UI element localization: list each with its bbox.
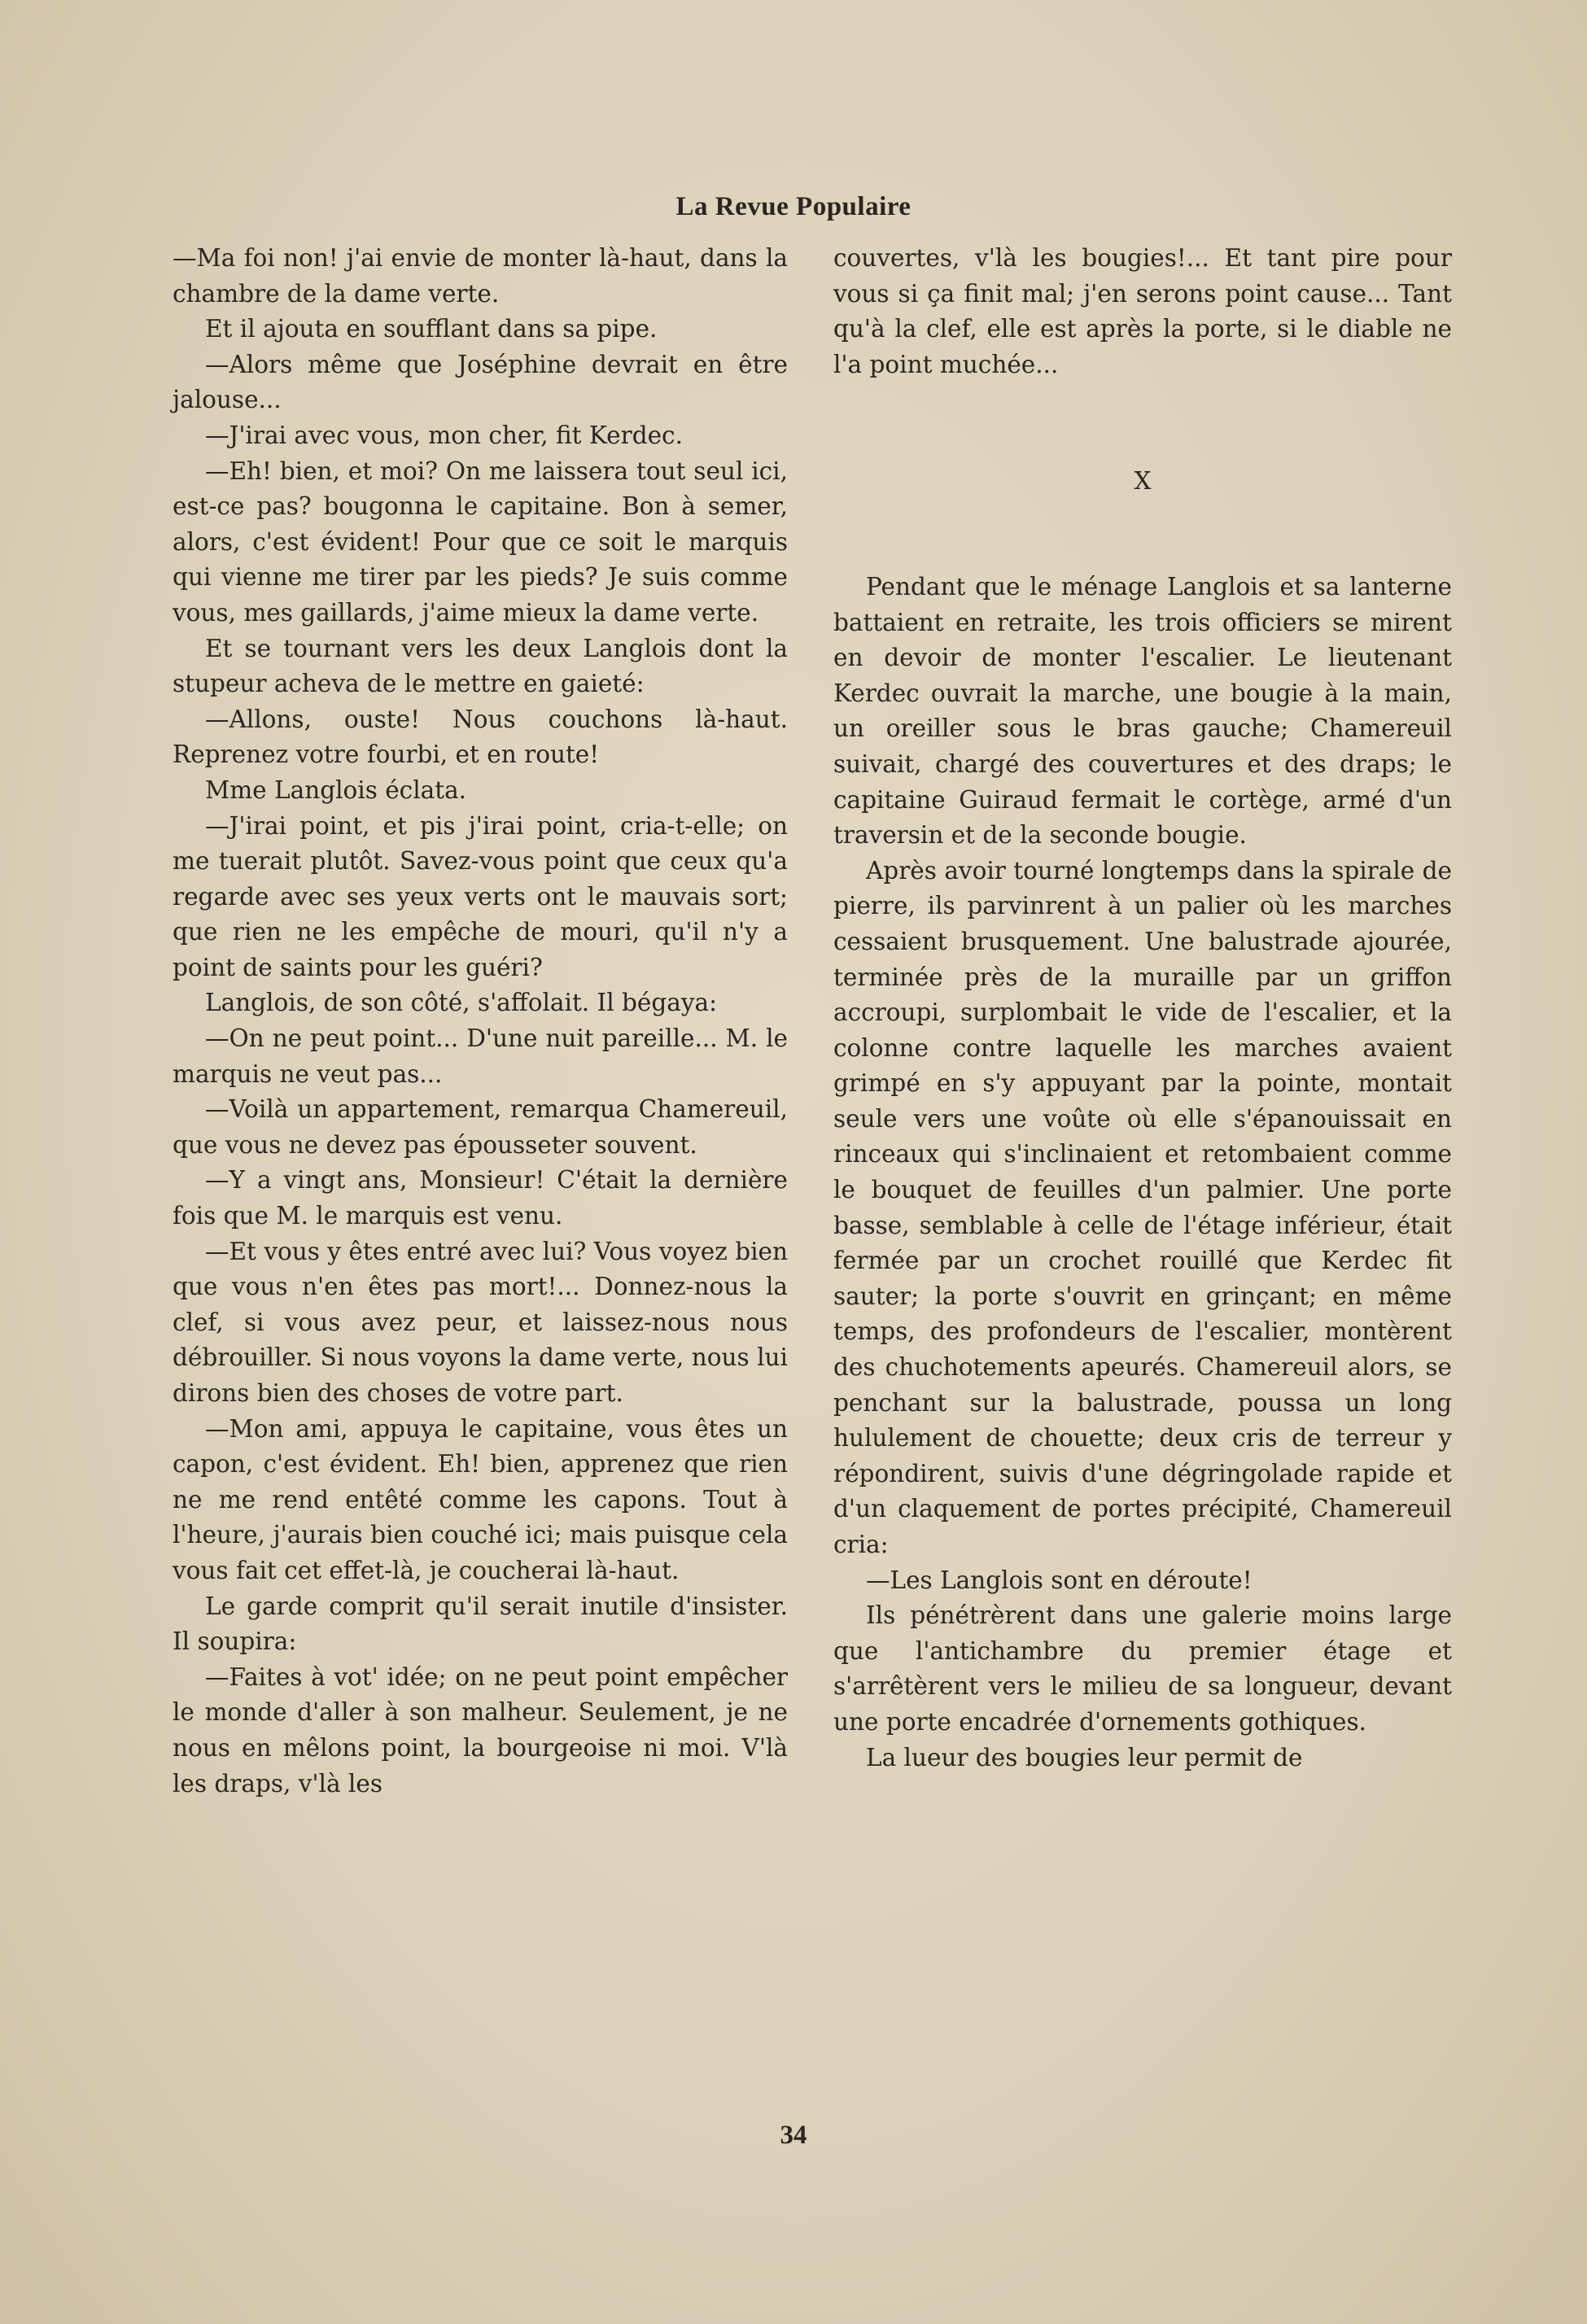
paragraph: Après avoir tourné longtemps dans la spirale de pierre, ils parvinrent à un palier où les marches cessaient brusquement. Une balustrade ajourée, terminée près de la muraille par un griffon accroupi, surplombait le vide de l'escalier, et la colonne contre laquelle les marches avaient grimpé en s'y appuyant par la pointe, montait seule vers une voûte où elle s'épanouissait en rinceaux qui s'inclinaient et retombaient comme le bouquet de feuilles d'un palmier. Une porte basse, semblable à celle de l'étage inférieur, était fermée par un crochet rouillé que Kerdec fit sauter; la porte s'ouvrit en grinçant; en même temps, des profondeurs de l'escalier, montèrent des chuchotements apeurés. Chamereuil alors, se penchant sur la balustrade, poussa un long hululement de chouette; deux cris de terreur y répondirent, suivis d'une dégringolade rapide et d'un claquement de portes précipité, Chamereuil cria: [833,856,1452,1558]
paragraph: Et il ajouta en soufflant dans sa pipe. [205,315,658,343]
spacer [833,382,1452,464]
paragraph: —Voilà un appartement, remarqua Chamereuil, que vous ne devez pas épousseter souvent. [173,1095,788,1159]
paragraph: Et se tournant vers les deux Langlois dont la stupeur acheva de le mettre en gaieté: [173,634,788,698]
paragraph: Ils pénétrèrent dans une galerie moins large que l'antichambre du premier étage et s'arrêtèrent vers le milieu de sa longueur, devant une porte encadrée d'ornements gothiques. [833,1601,1452,1736]
spacer [833,500,1452,570]
paragraph: —Y a vingt ans, Monsieur! C'était la dernière fois que M. le marquis est venu. [173,1166,788,1230]
paragraph: Langlois, de son côté, s'affolait. Il bégaya: [205,989,718,1017]
paragraph: Pendant que le ménage Langlois et sa lanterne battaient en retraite, les trois officiers se mirent en devoir de monter l'escalier. Le lieutenant Kerdec ouvrait la marche, une bougie à la main, un oreiller sous le bras gauche; Chamereuil suivait, chargé des couvertures et des draps; le capitaine Guiraud fermait le cortège, armé d'un traversin et de la seconde bougie. [833,572,1452,850]
paragraph: couvertes, v'là les bougies!... Et tant pire pour vous si ça finit mal; j'en serons point cause... Tant qu'à la clef, elle est après la porte, si le diable ne l'a point muchée... [833,244,1452,378]
paragraph: —J'irai avec vous, mon cher, fit Kerdec. [205,421,683,449]
paragraph: La lueur des bougies leur permit de [866,1743,1303,1771]
paragraph: —Mon ami, appuya le capitaine, vous êtes un capon, c'est évident. Eh! bien, apprenez que rien ne me rend entêté comme les capons. Tout à l'heure, j'aurais bien couché ici; mais puisque cela vous fait cet effet-là, je coucherai là-haut. [173,1414,788,1584]
paragraph: —Eh! bien, et moi? On me laissera tout seul ici, est-ce pas? bougonna le capitaine. Bon à semer, alors, c'est évident! Pour que ce soit le marquis qui vienne me tirer par les pieds? Je suis comme vous, mes gaillards, j'aime mieux la dame verte. [173,456,788,627]
running-header: La Revue Populaire [675,192,912,221]
paragraph: —J'irai point, et pis j'irai point, cria-t-elle; on me tuerait plutôt. Savez-vous point que ceux qu'a regarde avec ses yeux verts ont le mauvais sort; que rien ne les empêche de mouri, qu'il n'y a point de saints pour les guéri? [173,811,788,981]
paragraph: Le garde comprit qu'il serait inutile d'insister. Il soupira: [173,1592,788,1656]
paragraph: —Faites à vot' idée; on ne peut point empêcher le monde d'aller à son malheur. Seulement, je ne nous en mêlons point, la bourgeoise ni moi. V'là les draps, v'là les [173,1662,788,1798]
paragraph: —On ne peut point... D'une nuit pareille... M. le marquis ne veut pas... [173,1024,788,1088]
paragraph: —Allons, ouste! Nous couchons là-haut. Reprenez votre fourbi, et en route! [173,705,788,769]
paragraph: —Les Langlois sont en déroute! [866,1566,1253,1594]
chapter-heading: X [1134,467,1152,496]
paragraph: —Alors même que Joséphine devrait en être jalouse... [173,350,788,414]
paragraph: —Et vous y êtes entré avec lui? Vous voyez bien que vous n'en êtes pas mort!... Donnez-nous la clef, si vous avez peur, et laissez-nous nous débrouiller. Si nous voyons la dame verte, nous lui dirons bien des choses de votre part. [173,1237,788,1407]
paragraph: Mme Langlois éclata. [205,775,467,804]
page-number: 34 [780,2121,807,2150]
paragraph: —Ma foi non! j'ai envie de monter là-haut, dans la chambre de la dame verte. [173,244,788,308]
left-column [173,241,788,1802]
right-column [833,241,1452,1776]
